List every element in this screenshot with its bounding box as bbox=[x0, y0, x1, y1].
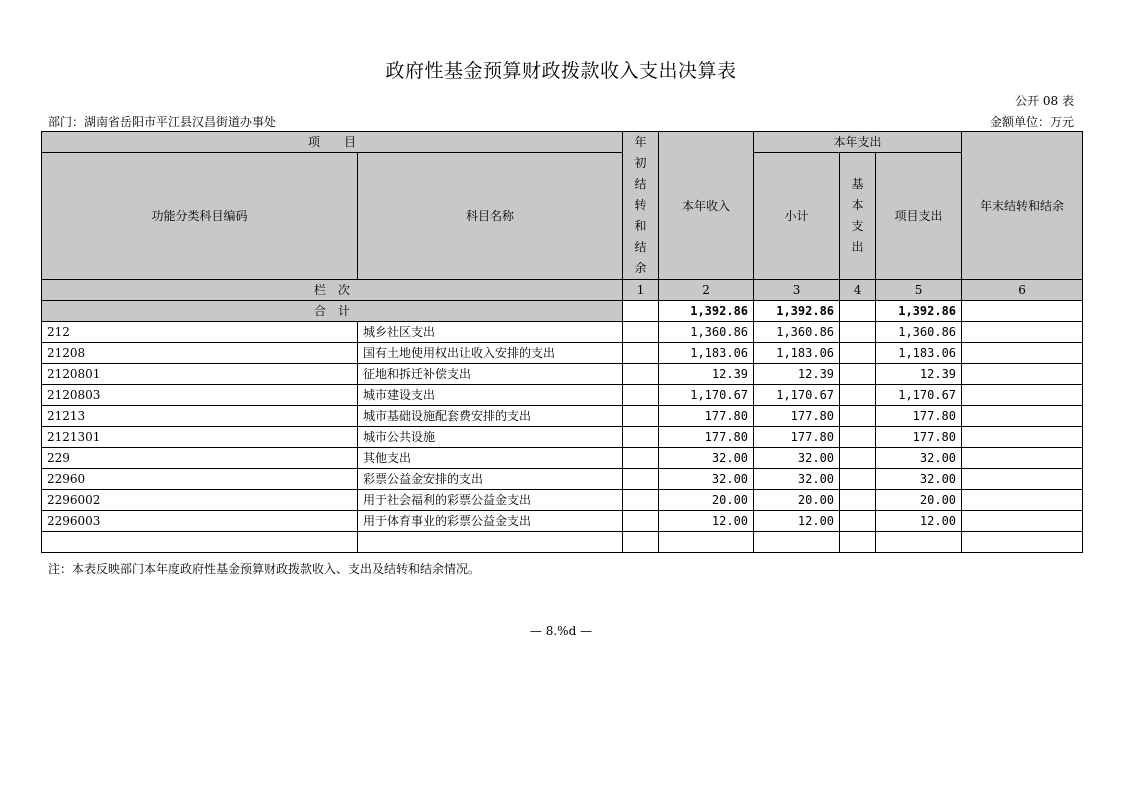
empty-row bbox=[42, 532, 1083, 553]
form-number: 公开 08 表 bbox=[1015, 94, 1074, 108]
page-number: — 8.%d — bbox=[529, 624, 593, 638]
row-beginning bbox=[623, 343, 659, 364]
header-basic bbox=[840, 153, 876, 280]
total-row bbox=[42, 301, 1083, 322]
row-subtotal: 1,183.06 bbox=[754, 343, 840, 364]
row-beginning bbox=[623, 469, 659, 490]
row-beginning bbox=[623, 322, 659, 343]
row-subtotal: 20.00 bbox=[754, 490, 840, 511]
header-ending-balance: 年末结转和结余 bbox=[962, 132, 1083, 280]
row-name: 城乡社区支出 bbox=[358, 322, 623, 343]
row-name: 用于体育事业的彩票公益金支出 bbox=[358, 511, 623, 532]
row-name: 彩票公益金安排的支出 bbox=[358, 469, 623, 490]
row-code: 212 bbox=[42, 322, 358, 343]
row-income: 1,360.86 bbox=[659, 322, 754, 343]
total-project: 1,392.86 bbox=[876, 301, 962, 322]
row-basic bbox=[840, 385, 876, 406]
row-code: 22960 bbox=[42, 469, 358, 490]
row-basic bbox=[840, 343, 876, 364]
row-code: 2121301 bbox=[42, 427, 358, 448]
header-beginning-balance bbox=[623, 132, 659, 280]
table-row bbox=[42, 385, 1083, 406]
row-basic bbox=[840, 364, 876, 385]
row-basic bbox=[840, 427, 876, 448]
table-row bbox=[42, 343, 1083, 364]
row-code: 2296003 bbox=[42, 511, 358, 532]
row-project: 20.00 bbox=[876, 490, 962, 511]
table-row bbox=[42, 448, 1083, 469]
row-income: 1,183.06 bbox=[659, 343, 754, 364]
row-ending bbox=[962, 427, 1083, 448]
column-index-1: 1 bbox=[623, 280, 659, 301]
row-beginning bbox=[623, 385, 659, 406]
row-income: 32.00 bbox=[659, 448, 754, 469]
table-row bbox=[42, 427, 1083, 448]
column-index-6: 6 bbox=[962, 280, 1083, 301]
total-ending bbox=[962, 301, 1083, 322]
total-income: 1,392.86 bbox=[659, 301, 754, 322]
row-beginning bbox=[623, 427, 659, 448]
header-item: 项 目 bbox=[42, 132, 623, 153]
row-name: 城市基础设施配套费安排的支出 bbox=[358, 406, 623, 427]
row-code: 2120803 bbox=[42, 385, 358, 406]
header-expense: 本年支出 bbox=[754, 132, 962, 153]
row-subtotal: 32.00 bbox=[754, 469, 840, 490]
row-name: 城市建设支出 bbox=[358, 385, 623, 406]
row-ending bbox=[962, 322, 1083, 343]
row-name: 国有土地使用权出让收入安排的支出 bbox=[358, 343, 623, 364]
row-income: 177.80 bbox=[659, 406, 754, 427]
row-basic bbox=[840, 490, 876, 511]
table-row bbox=[42, 511, 1083, 532]
row-project: 12.39 bbox=[876, 364, 962, 385]
column-index-4: 4 bbox=[840, 280, 876, 301]
row-name: 城市公共设施 bbox=[358, 427, 623, 448]
row-project: 12.00 bbox=[876, 511, 962, 532]
row-income: 12.00 bbox=[659, 511, 754, 532]
row-subtotal: 177.80 bbox=[754, 427, 840, 448]
row-ending bbox=[962, 448, 1083, 469]
row-income: 12.39 bbox=[659, 364, 754, 385]
row-beginning bbox=[623, 511, 659, 532]
table-row bbox=[42, 406, 1083, 427]
row-project: 1,360.86 bbox=[876, 322, 962, 343]
row-beginning bbox=[623, 364, 659, 385]
row-subtotal: 12.39 bbox=[754, 364, 840, 385]
row-project: 1,170.67 bbox=[876, 385, 962, 406]
row-project: 1,183.06 bbox=[876, 343, 962, 364]
unit-label: 金额单位：万元 bbox=[989, 115, 1074, 129]
row-basic bbox=[840, 322, 876, 343]
row-income: 1,170.67 bbox=[659, 385, 754, 406]
row-code: 2120801 bbox=[42, 364, 358, 385]
total-beginning bbox=[623, 301, 659, 322]
row-ending bbox=[962, 364, 1083, 385]
row-basic bbox=[840, 469, 876, 490]
header-income: 本年收入 bbox=[659, 132, 754, 280]
row-ending bbox=[962, 343, 1083, 364]
department-label: 部门：湖南省岳阳市平江县汉昌街道办事处 bbox=[48, 115, 277, 129]
row-beginning bbox=[623, 448, 659, 469]
row-subtotal: 1,170.67 bbox=[754, 385, 840, 406]
budget-table bbox=[41, 131, 1083, 553]
total-subtotal: 1,392.86 bbox=[754, 301, 840, 322]
header-project: 项目支出 bbox=[876, 153, 962, 280]
row-beginning bbox=[623, 406, 659, 427]
row-name: 征地和拆迁补偿支出 bbox=[358, 364, 623, 385]
row-project: 177.80 bbox=[876, 427, 962, 448]
row-ending bbox=[962, 490, 1083, 511]
column-index-label: 栏 次 bbox=[42, 280, 623, 301]
column-index-2: 2 bbox=[659, 280, 754, 301]
total-label: 合 计 bbox=[42, 301, 623, 322]
row-code: 21208 bbox=[42, 343, 358, 364]
table-row bbox=[42, 490, 1083, 511]
page-title: 政府性基金预算财政拨款收入支出决算表 bbox=[385, 60, 737, 82]
row-subtotal: 32.00 bbox=[754, 448, 840, 469]
row-project: 32.00 bbox=[876, 469, 962, 490]
row-ending bbox=[962, 385, 1083, 406]
table-row bbox=[42, 469, 1083, 490]
table-row bbox=[42, 364, 1083, 385]
row-ending bbox=[962, 511, 1083, 532]
header-basic-text: 基 本 支 出 bbox=[851, 177, 864, 255]
row-basic bbox=[840, 406, 876, 427]
row-subtotal: 177.80 bbox=[754, 406, 840, 427]
row-project: 32.00 bbox=[876, 448, 962, 469]
row-name: 用于社会福利的彩票公益金支出 bbox=[358, 490, 623, 511]
row-name: 其他支出 bbox=[358, 448, 623, 469]
row-income: 20.00 bbox=[659, 490, 754, 511]
header-code: 功能分类科目编码 bbox=[42, 153, 358, 280]
total-basic bbox=[840, 301, 876, 322]
row-code: 2296002 bbox=[42, 490, 358, 511]
row-subtotal: 12.00 bbox=[754, 511, 840, 532]
row-beginning bbox=[623, 490, 659, 511]
footnote: 注：本表反映部门本年度政府性基金预算财政拨款收入、支出及结转和结余情况。 bbox=[48, 562, 481, 576]
row-ending bbox=[962, 469, 1083, 490]
row-subtotal: 1,360.86 bbox=[754, 322, 840, 343]
row-ending bbox=[962, 406, 1083, 427]
row-income: 177.80 bbox=[659, 427, 754, 448]
column-index-5: 5 bbox=[876, 280, 962, 301]
row-basic bbox=[840, 448, 876, 469]
table-row bbox=[42, 322, 1083, 343]
header-beginning-text: 年 初 结 转 和 结 余 bbox=[634, 135, 647, 275]
row-income: 32.00 bbox=[659, 469, 754, 490]
row-code: 21213 bbox=[42, 406, 358, 427]
row-code: 229 bbox=[42, 448, 358, 469]
row-project: 177.80 bbox=[876, 406, 962, 427]
header-name: 科目名称 bbox=[358, 153, 623, 280]
header-subtotal: 小计 bbox=[754, 153, 840, 280]
column-index-3: 3 bbox=[754, 280, 840, 301]
row-basic bbox=[840, 511, 876, 532]
